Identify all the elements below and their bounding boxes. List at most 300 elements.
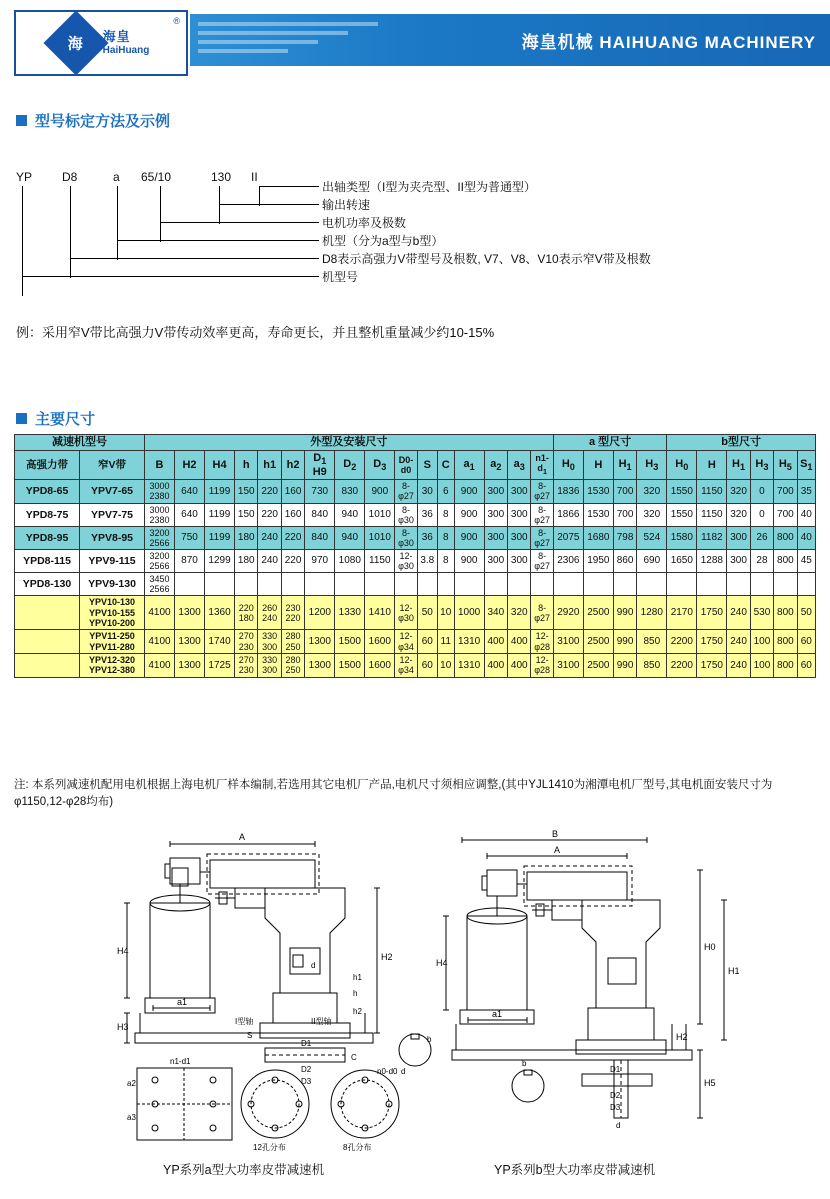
col-b-H0: $H_0$ [667,450,697,480]
col-D0d0: D0- d0 [395,450,417,480]
table-row[interactable] [15,526,816,549]
cell-D1: 840 [305,503,335,526]
cell-h: 270 230 [235,630,258,654]
cell-strong-v-model [15,653,80,677]
cell-a2: 400 [484,653,507,677]
cell-a2: 300 [484,526,507,549]
company-logo [14,10,188,76]
svg-text:D2: D2 [610,1091,621,1100]
cell-h1: 330 300 [258,653,281,677]
cell-D0d0: 12- φ30 [395,596,417,630]
cell-strong-v-model: YPD8-115 [15,549,80,572]
section-title-model-designation [16,110,170,131]
cell-D3: 1010 [365,526,395,549]
svg-text:D3: D3 [301,1077,312,1086]
cell-D3: 900 [365,480,395,503]
col-h1: h1 [258,450,281,480]
square-bullet-icon [16,115,27,126]
svg-text:II型轴: II型轴 [311,1017,332,1026]
cell-H4 [205,573,235,596]
cell-bH3: 0 [750,503,773,526]
svg-text:a1: a1 [492,1009,503,1019]
svg-text:d: d [401,1067,406,1076]
cell-D3: 1600 [365,630,395,654]
cell-H2: 750 [175,526,205,549]
cell-h2: 160 [281,503,304,526]
svg-text:D1: D1 [610,1065,621,1074]
cell-bH3 [750,573,773,596]
svg-text:n0-d0: n0-d0 [377,1067,398,1076]
cell-D0d0: 12- φ34 [395,630,417,654]
example-note: 例：采用窄V带比高强力V带传动效率更高，寿命更长，并且整机重量减少约10-15% [16,325,495,340]
page-header [0,0,830,82]
svg-text:H1: H1 [728,966,740,976]
model-desc-4: D8表示高强力V带型号及根数, V7、V8、V10表示窄V带及根数 [322,252,651,266]
cell-a1 [454,573,484,596]
cell-D1: 1300 [305,630,335,654]
cell-a2: 300 [484,503,507,526]
svg-text:I型轴: I型轴 [235,1017,254,1026]
svg-text:H2: H2 [676,1032,688,1042]
cell-D2: 1330 [335,596,365,630]
col-a1: $a_1$ [454,450,484,480]
cell-bH5: 800 [774,526,797,549]
cell-H2: 640 [175,480,205,503]
cell-D3: 1410 [365,596,395,630]
cell-D1: 840 [305,526,335,549]
cell-a1: 900 [454,549,484,572]
cell-bH0: 1550 [667,480,697,503]
cell-h1: 330 300 [258,630,281,654]
square-bullet-icon-2 [16,413,27,424]
col-h2: h2 [281,450,304,480]
svg-text:H2: H2 [381,952,393,962]
model-designation-diagram [14,160,814,310]
table-subheader-row [15,450,816,480]
svg-text:a3: a3 [127,1113,136,1122]
model-desc-3: 机型（分为a型与b型） [322,234,444,248]
cell-n1d1: 8- φ27 [531,480,553,503]
code-token-1: D8 [62,170,78,184]
table-body [15,480,816,677]
svg-text:b: b [522,1059,527,1068]
table-row[interactable] [15,549,816,572]
cell-a2: 300 [484,549,507,572]
cell-D3: 1010 [365,503,395,526]
cell-h: 180 [235,526,258,549]
cell-aH3: 320 [637,503,667,526]
col-b-H1: $H_1$ [727,450,750,480]
cell-B: 3450 2566 [145,573,175,596]
cell-aH: 1530 [583,480,613,503]
drawing-a-type [115,828,460,1177]
svg-text:D3: D3 [610,1103,621,1112]
cell-h [235,573,258,596]
cell-aH0: 3100 [553,653,583,677]
cell-bS1: 60 [797,630,815,654]
cell-aH3: 850 [637,630,667,654]
cell-aH1: 990 [613,630,636,654]
model-desc-0: 出轴类型（I型为夹壳型、II型为普通型） [322,180,537,194]
col-b-H5: $H_5$ [774,450,797,480]
cell-bH3: 28 [750,549,773,572]
header-model: 减速机型号 [15,435,145,451]
cell-aH1: 990 [613,653,636,677]
table-row[interactable] [15,596,816,630]
cell-narrow-v-model: YPV10-130 YPV10-155 YPV10-200 [80,596,145,630]
svg-text:12孔分布: 12孔分布 [253,1143,286,1152]
col-n1d1: n1- $d_1$ [531,450,553,480]
cell-bH1: 240 [727,653,750,677]
logo-mark-text: 海 [68,34,84,53]
cell-narrow-v-model: YPV7-65 [80,480,145,503]
cell-bH: 1288 [697,549,727,572]
cell-a1: 1310 [454,653,484,677]
col-D3: $D_3$ [365,450,395,480]
cell-bS1: 40 [797,526,815,549]
cell-C: 8 [437,526,454,549]
col-b-S1: $S_1$ [797,450,815,480]
cell-D1: 1300 [305,653,335,677]
cell-aH1: 860 [613,549,636,572]
cell-strong-v-model: YPD8-130 [15,573,80,596]
svg-text:h: h [353,989,358,998]
banner-title: 海皇机械 HAIHUANG MACHINERY [521,33,816,52]
cell-a3: 300 [508,526,531,549]
cell-D2: 1080 [335,549,365,572]
logo-pinyin-name: HaiHuang [102,44,150,56]
logo-chinese-name: 海皇 [102,29,131,45]
cell-h: 150 [235,503,258,526]
cell-h2 [281,573,304,596]
dimensions-table-wrapper [14,434,816,678]
cell-h: 270 230 [235,653,258,677]
cell-bH: 1182 [697,526,727,549]
cell-B: 4100 [145,653,175,677]
cell-H4: 1299 [205,549,235,572]
cell-D2: 1500 [335,630,365,654]
cell-C: 8 [437,549,454,572]
cell-aH: 1530 [583,503,613,526]
cell-h1: 240 [258,549,281,572]
cell-H2: 640 [175,503,205,526]
svg-text:A: A [239,832,246,842]
drawing-a-type-svg [115,828,460,1153]
svg-text:H3: H3 [117,1022,129,1032]
cell-h: 150 [235,480,258,503]
svg-text:S: S [247,1031,253,1040]
svg-text:D2: D2 [301,1065,312,1074]
cell-bH5 [774,573,797,596]
cell-H4: 1199 [205,526,235,549]
cell-strong-v-model [15,630,80,654]
cell-h2: 230 220 [281,596,304,630]
cell-aH: 2500 [583,596,613,630]
cell-bH5: 700 [774,480,797,503]
cell-narrow-v-model: YPV7-75 [80,503,145,526]
svg-text:H0: H0 [704,942,716,952]
svg-text:C: C [351,1053,357,1062]
cell-H4: 1725 [205,653,235,677]
banner-stripes-decoration [198,22,398,58]
section1-title-text: 型号标定方法及示例 [35,113,171,130]
cell-S: 3.8 [417,549,437,572]
cell-h1: 260 240 [258,596,281,630]
cell-n1d1: 8- φ27 [531,596,553,630]
cell-bS1: 50 [797,596,815,630]
col-b-H3: $H_3$ [750,450,773,480]
cell-aH [583,573,613,596]
svg-text:h2: h2 [353,1007,362,1016]
cell-bH3: 26 [750,526,773,549]
cell-bH0: 2200 [667,630,697,654]
cell-B: 3000 2380 [145,503,175,526]
cell-C: 8 [437,503,454,526]
svg-text:D1: D1 [301,1039,312,1048]
col-D2: $D_2$ [335,450,365,480]
col-a-H: H [583,450,613,480]
cell-S [417,573,437,596]
header-a-type: a 型尺寸 [553,435,666,451]
col-D1H9: $D_1$ H9 [305,450,335,480]
cell-B: 3200 2566 [145,549,175,572]
code-token-4: 130 [211,170,232,184]
model-desc-5: 机型号 [322,270,359,284]
cell-a2: 300 [484,480,507,503]
cell-a3: 300 [508,503,531,526]
cell-bH1: 240 [727,630,750,654]
cell-B: 3200 2566 [145,526,175,549]
cell-C: 10 [437,653,454,677]
svg-text:b: b [427,1035,432,1044]
svg-text:A: A [554,845,561,855]
cell-a1: 900 [454,526,484,549]
cell-aH0: 2075 [553,526,583,549]
col-a3: $a_3$ [508,450,531,480]
cell-h1: 220 [258,503,281,526]
svg-text:h1: h1 [353,973,362,982]
cell-h1: 240 [258,526,281,549]
cell-aH0: 1836 [553,480,583,503]
cell-bH0: 1650 [667,549,697,572]
drawing-a-caption: YP系列a型大功率皮带减速机 [163,1163,325,1177]
cell-h1 [258,573,281,596]
cell-bH: 1150 [697,503,727,526]
cell-D0d0: 8- φ27 [395,480,417,503]
cell-D0d0 [395,573,417,596]
cell-bH3: 100 [750,630,773,654]
code-token-3: 65/10 [141,170,172,184]
cell-a3: 320 [508,596,531,630]
col-H2: H2 [175,450,205,480]
col-H4: H4 [205,450,235,480]
cell-D2 [335,573,365,596]
cell-D2: 830 [335,480,365,503]
cell-C [437,573,454,596]
table-row[interactable] [15,573,816,596]
cell-aH3: 320 [637,480,667,503]
cell-H2 [175,573,205,596]
cell-D1: 970 [305,549,335,572]
cell-bH0 [667,573,697,596]
col-a-H0: $H_0$ [553,450,583,480]
cell-strong-v-model [15,596,80,630]
cell-D0d0: 8- φ30 [395,526,417,549]
cell-H2: 1300 [175,596,205,630]
cell-bH5: 800 [774,549,797,572]
cell-S: 36 [417,526,437,549]
cell-S: 60 [417,653,437,677]
header-banner [190,14,830,66]
cell-strong-v-model: YPD8-75 [15,503,80,526]
col-a-H3: $H_3$ [637,450,667,480]
cell-a2: 400 [484,630,507,654]
cell-D2: 1500 [335,653,365,677]
cell-H4: 1740 [205,630,235,654]
cell-bH0: 2170 [667,596,697,630]
cell-S: 50 [417,596,437,630]
svg-text:d: d [616,1121,621,1130]
svg-text:8孔分布: 8孔分布 [343,1143,372,1152]
cell-aH3: 850 [637,653,667,677]
cell-S: 60 [417,630,437,654]
section-title-main-dimensions [16,408,95,429]
col-C: C [437,450,454,480]
header-outer-dims: 外型及安装尺寸 [145,435,554,451]
table-row[interactable] [15,503,816,526]
cell-H4: 1199 [205,503,235,526]
cell-narrow-v-model: YPV8-95 [80,526,145,549]
svg-text:H4: H4 [117,946,129,956]
cell-a3 [508,573,531,596]
cell-aH3: 1280 [637,596,667,630]
cell-bH0: 2200 [667,653,697,677]
cell-H4: 1360 [205,596,235,630]
cell-D1: 730 [305,480,335,503]
cell-narrow-v-model: YPV12-320 YPV12-380 [80,653,145,677]
cell-bH: 1750 [697,630,727,654]
section2-title-text: 主要尺寸 [35,411,96,428]
cell-aH1 [613,573,636,596]
cell-bH3: 0 [750,480,773,503]
table-row[interactable] [15,630,816,654]
cell-bS1: 35 [797,480,815,503]
svg-text:H5: H5 [704,1078,716,1088]
cell-narrow-v-model: YPV11-250 YPV11-280 [80,630,145,654]
cell-H2: 1300 [175,653,205,677]
col-a-H1: $H_1$ [613,450,636,480]
cell-bH1: 240 [727,596,750,630]
cell-bS1 [797,573,815,596]
cell-bH5: 800 [774,630,797,654]
cell-a2 [484,573,507,596]
drawing-b-type-svg [432,828,817,1153]
col-h: h [235,450,258,480]
cell-a1: 900 [454,480,484,503]
cell-a1: 900 [454,503,484,526]
cell-strong-v-model: YPD8-65 [15,480,80,503]
cell-a3: 400 [508,630,531,654]
cell-n1d1: 8- φ27 [531,526,553,549]
cell-C: 6 [437,480,454,503]
cell-aH: 2500 [583,653,613,677]
code-token-5: II [251,170,258,184]
header-b-type: b型尺寸 [667,435,816,451]
cell-h2: 280 250 [281,653,304,677]
cell-bH1: 300 [727,526,750,549]
cell-n1d1 [531,573,553,596]
cell-n1d1: 12- φ28 [531,630,553,654]
cell-H4: 1199 [205,480,235,503]
cell-a3: 300 [508,549,531,572]
cell-a2: 340 [484,596,507,630]
cell-bH1 [727,573,750,596]
logo-diamond-icon [43,10,108,75]
cell-C: 11 [437,630,454,654]
cell-aH: 1950 [583,549,613,572]
cell-aH0: 2920 [553,596,583,630]
cell-D2: 940 [335,526,365,549]
cell-B: 3000 2380 [145,480,175,503]
table-row[interactable] [15,480,816,503]
cell-h2: 280 250 [281,630,304,654]
table-footnote: 注: 本系列减速机配用电机根据上海电机厂样本编制,若选用其它电机厂产品,电机尺寸须相应调整,(其中YJL1410为湘潭电机厂型号,其电机面安装尺寸为φ1150,12-φ28均布) [14,779,773,808]
table-header-group-row [15,435,816,451]
cell-aH: 1680 [583,526,613,549]
cell-bH5: 700 [774,503,797,526]
cell-narrow-v-model: YPV9-115 [80,549,145,572]
cell-D1 [305,573,335,596]
svg-text:H4: H4 [436,958,448,968]
cell-B: 4100 [145,630,175,654]
cell-n1d1: 8- φ27 [531,503,553,526]
drawing-b-caption: YP系列b型大功率皮带减速机 [494,1163,656,1177]
main-dimensions-table [14,434,816,678]
cell-bH5: 800 [774,596,797,630]
cell-bH: 1750 [697,653,727,677]
svg-text:B: B [552,829,559,839]
cell-bH1: 320 [727,480,750,503]
table-row[interactable] [15,653,816,677]
cell-aH1: 798 [613,526,636,549]
cell-bS1: 40 [797,503,815,526]
code-token-2: a [113,170,120,184]
model-desc-2: 电机功率及极数 [322,216,407,230]
cell-H2: 870 [175,549,205,572]
svg-text:a1: a1 [177,997,188,1007]
cell-h: 220 180 [235,596,258,630]
cell-narrow-v-model: YPV9-130 [80,573,145,596]
cell-aH3 [637,573,667,596]
cell-n1d1: 12- φ28 [531,653,553,677]
cell-aH0: 3100 [553,630,583,654]
col-S: S [417,450,437,480]
cell-D3: 1150 [365,549,395,572]
cell-h1: 220 [258,480,281,503]
cell-D2: 940 [335,503,365,526]
cell-h2: 220 [281,549,304,572]
cell-D0d0: 12- φ30 [395,549,417,572]
cell-aH0: 2306 [553,549,583,572]
cell-bH: 1150 [697,480,727,503]
cell-h2: 160 [281,480,304,503]
svg-text:a2: a2 [127,1079,136,1088]
cell-bH [697,573,727,596]
cell-aH0 [553,573,583,596]
cell-aH: 2500 [583,630,613,654]
cell-a1: 1310 [454,630,484,654]
cell-aH1: 990 [613,596,636,630]
